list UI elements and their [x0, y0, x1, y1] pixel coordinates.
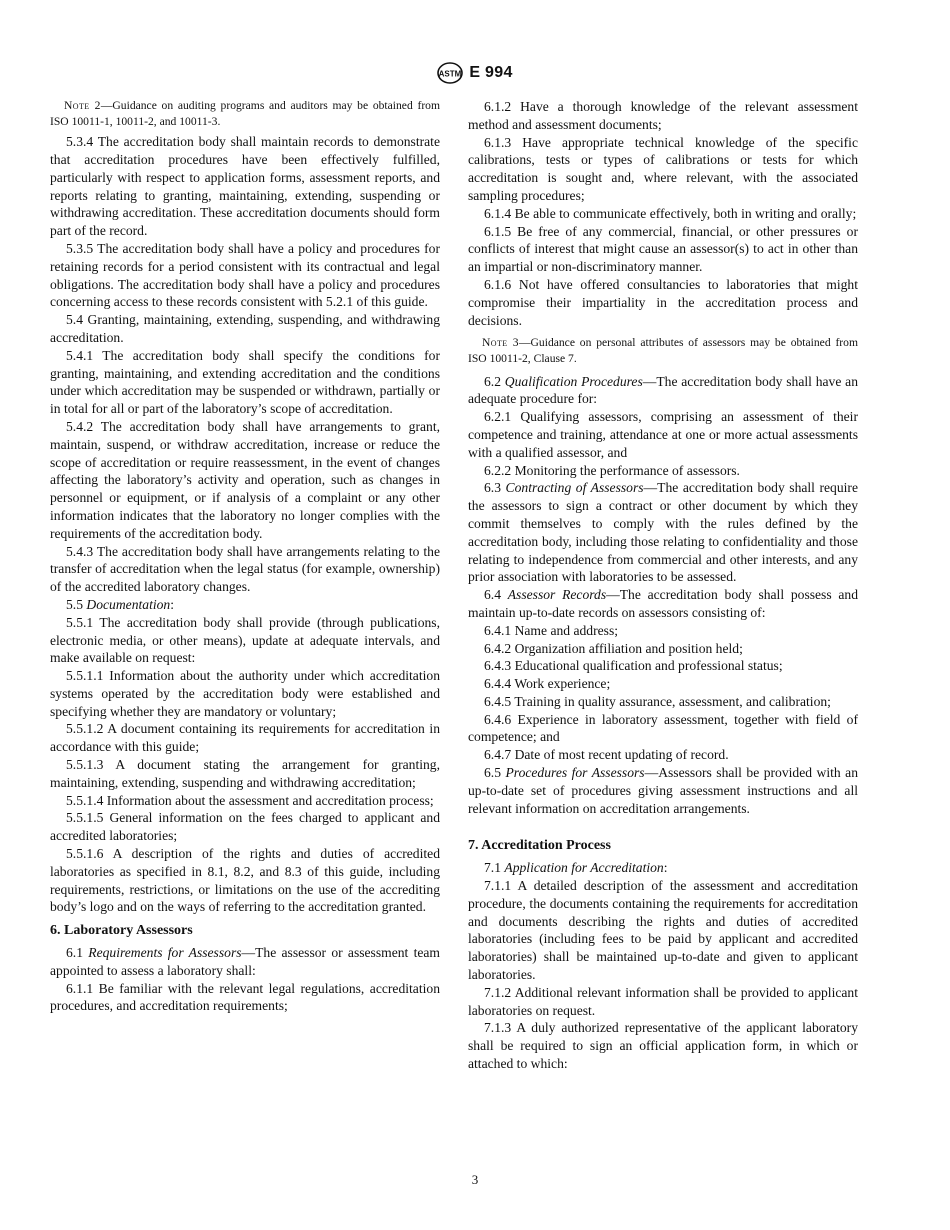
- astm-logo-icon: [437, 62, 463, 84]
- paragraph: 6.1.2 Have a thorough knowledge of the relevant assessment method and assessment documents;: [468, 99, 858, 132]
- paragraph: 6.1.4 Be able to communicate effectively, both in writing and orally;: [484, 205, 857, 221]
- right-column: [468, 98, 858, 1073]
- paragraph: [468, 764, 858, 817]
- paragraph: 5.3.4 The accreditation body shall maintain records to demonstrate that accreditation procedures have been effectively fulfilled, particularly with respect to application forms, assessment reports, and reports relating to granting, maintaining, extending, suspending or withdrawing accreditation. These accreditation documents should form part of the record.: [50, 134, 440, 239]
- paragraph: 7.1.1 A detailed description of the assessment and accreditation procedure, the documents containing the requirements for accreditation and documents describing the rights and duties of accredited laboratories (including fees to be paid by applicant and accredited laboratories) shall be maintained up-to-date and given to applicant laboratories.: [468, 878, 858, 983]
- paragraph: 7.1.3 A duly authorized representative of the applicant laboratory shall be required to sign an official application form, in which or attached to which:: [468, 1020, 858, 1072]
- clause-text: —The accreditation body shall possess and maintain up-to-date records on assessors consisting of:: [468, 587, 858, 620]
- paragraph: 6.4.6 Experience in laboratory assessment, together with field of competence; and: [468, 711, 858, 745]
- paragraph: 5.3.5 The accreditation body shall have a policy and procedures for retaining records for a period consistent with its contractual and legal obligations. The accreditation body shall have a policy and procedures concerning access to these records consistent with 5.2.1 of this guide.: [50, 240, 440, 310]
- note: [468, 335, 858, 366]
- clause-number: 6.3: [484, 480, 501, 496]
- paragraph: 5.5.1 The accreditation body shall provide (through publications, electronic media, or other means), update at adequate intervals, and make available on request:: [50, 614, 440, 666]
- clause-text: —The accreditation body shall have an adequate procedure for:: [468, 373, 858, 407]
- paragraph: [50, 944, 440, 980]
- paragraph: [468, 586, 858, 622]
- paragraph: 5.5.1.5 General information on the fees charged to applicant and accredited laboratories;: [50, 810, 440, 844]
- paragraph: [50, 596, 440, 614]
- paragraph: 5.4.3 The accreditation body shall have arrangements relating to the transfer of accreditation when the legal status (for example, ownership) of the accredited laboratory changes.: [50, 543, 440, 595]
- paragraph: 5.5.1.6 A description of the rights and duties of accredited laboratories as specified in 8.1, 8.2, and 8.3 of this guide, including requirements, restrictions, or limitations on the use of the accrediting body’s logo and on the ways of referring to the accreditation granted.: [50, 846, 440, 915]
- clause-title: Requirements for Assessors: [88, 945, 242, 961]
- paragraph: 6.2.2 Monitoring the performance of assessors.: [484, 462, 740, 478]
- paragraph: 6.4.3 Educational qualification and professional status;: [484, 658, 783, 674]
- clause-title: Procedures for Assessors: [505, 765, 645, 781]
- paragraph: 6.4.2 Organization affiliation and position held;: [484, 640, 743, 656]
- clause-title: Qualification Procedures: [504, 373, 643, 389]
- note-label: Note 3: [482, 336, 519, 350]
- clause-number: 6.5: [484, 765, 501, 781]
- clause-number: 6.2: [484, 373, 501, 389]
- paragraph: 6.4.1 Name and address;: [484, 622, 619, 638]
- paragraph: [468, 859, 858, 877]
- clause-title: Assessor Records: [507, 587, 607, 603]
- paragraph: 5.5.1.2 A document containing its requirements for accreditation in accordance with this guide;: [50, 721, 440, 755]
- note-text: —Guidance on personal attributes of assessors may be obtained from ISO 10011-2, Clause 7.: [468, 336, 858, 365]
- clause-text: —The accreditation body shall require the assessors to sign a contract or other document by which they commit themselves to comply with the rules defined by the accreditation body, including those relating to confidentiality and those relating to independence from commercial and other interests, and any prior association with laboratories to be assessed.: [468, 480, 858, 585]
- paragraph: 6.4.7 Date of most recent updating of record.: [484, 747, 729, 763]
- paragraph: 6.4.4 Work experience;: [484, 676, 611, 692]
- paragraph: 6.1.3 Have appropriate technical knowledge of the specific calibrations, tests or types of calibrations or tests for which accreditation is sought and, where relevant, with the associated sampling procedures;: [468, 134, 858, 203]
- paragraph: 5.5.1.1 Information about the authority under which accreditation systems operated by the accreditation body were established and specifying whether they are mandatory or voluntary;: [50, 668, 440, 719]
- paragraph: 6.1.6 Not have offered consultancies to laboratories that might compromise their impartiality in the accreditation process and decisions.: [468, 276, 858, 328]
- clause-text: —The assessor or assessment team appointed to assess a laboratory shall:: [50, 945, 441, 978]
- paragraph: 5.4.1 The accreditation body shall specify the conditions for granting, maintaining, and extending accreditation and the conditions under which accreditation may be suspended or withdrawn, partially or in total for all or part of the laboratory’s scope of accreditation.: [50, 347, 440, 417]
- paragraph: 5.4 Granting, maintaining, extending, suspending, and withdrawing accreditation.: [50, 312, 440, 345]
- clause-title: Contracting of Assessors: [505, 480, 644, 496]
- clause-title: Documentation: [86, 596, 171, 612]
- paragraph: 6.2.1 Qualifying assessors, comprising an assessment of their competence and training, attendance at one or more actual assessments with a qualified assessor, and: [468, 409, 858, 460]
- paragraph: 6.1.1 Be familiar with the relevant legal regulations, accreditation procedures, and accreditation requirements;: [50, 980, 440, 1014]
- page-header: [0, 62, 950, 84]
- paragraph: 5.5.1.3 A document stating the arrangement for granting, maintaining, extending, suspending and withdrawing accreditation;: [50, 757, 440, 790]
- paragraph: 7.1.2 Additional relevant information shall be provided to applicant laboratories on request.: [468, 984, 858, 1018]
- document-designation: E 994: [469, 64, 513, 81]
- astm-logo-text: ASTM: [439, 69, 462, 79]
- clause-number: 6.4: [484, 587, 501, 603]
- clause-text: —Assessors shall be provided with an up-to-date set of procedures giving assessment instructions and all relevant information on accreditation arrangements.: [468, 765, 858, 816]
- paragraph: [468, 479, 858, 586]
- clause-text: :: [663, 860, 668, 876]
- clause-number: 7.1: [484, 860, 501, 876]
- note: [50, 98, 440, 129]
- clause-text: :: [170, 596, 175, 612]
- paragraph: 6.4.5 Training in quality assurance, assessment, and calibration;: [484, 693, 831, 709]
- section-heading: 6. Laboratory Assessors: [50, 923, 193, 939]
- clause-number: 5.5: [66, 596, 83, 612]
- paragraph: 5.5.1.4 Information about the assessment and accreditation process;: [66, 792, 434, 808]
- paragraph: 6.1.5 Be free of any commercial, financial, or other pressures or conflicts of interest that might cause an assessor(s) to act in other than an impartial or non-discriminatory manner.: [468, 223, 858, 275]
- note-text: —Guidance on auditing programs and auditors may be obtained from ISO 10011-1, 10011-2, and 10011-3.: [50, 99, 440, 128]
- paragraph: [468, 373, 858, 409]
- page-number: 3: [471, 1172, 479, 1187]
- note-label: Note 2: [64, 99, 101, 112]
- left-column: [50, 98, 440, 1015]
- section-heading: 7. Accreditation Process: [468, 838, 611, 854]
- clause-number: 6.1: [66, 945, 83, 961]
- clause-title: Application for Accreditation: [504, 860, 664, 876]
- paragraph: 5.4.2 The accreditation body shall have arrangements to grant, maintain, suspend, or withdraw accreditation, increase or reduce the scope of accreditation or require reassessment, in the event of changes affecting the laboratory’s activity and operation, such as changes in personnel or equipment, or if analysis of a complaint or any other information indicates that the laboratory no longer complies with the requirements of the accreditation body.: [50, 418, 440, 541]
